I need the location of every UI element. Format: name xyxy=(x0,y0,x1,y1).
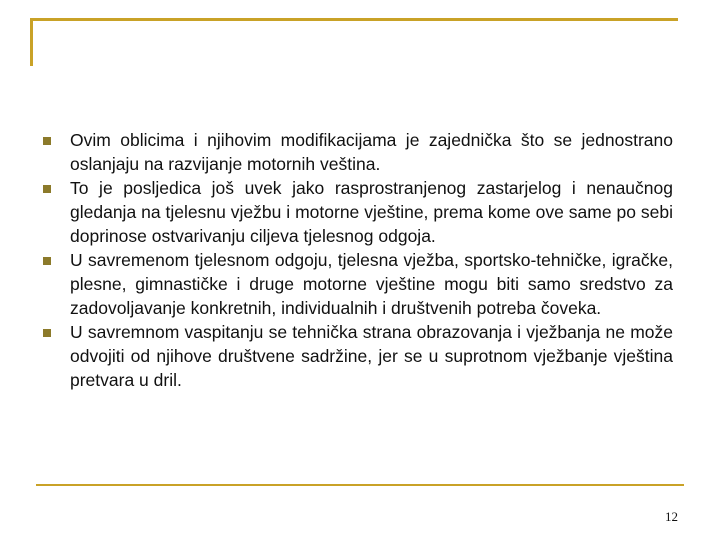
bullet-item xyxy=(43,128,673,176)
left-border-line xyxy=(30,18,33,66)
bullet-text: U savremnom vaspitanju se tehnička strana obrazovanja i vježbanja ne može odvojiti od njihove društvene sadržine, jer se u suprotnom vježbanje vještina pretvara u dril. xyxy=(70,322,673,390)
square-bullet-icon xyxy=(43,257,51,265)
bullet-text: To je posljedica još uvek jako rasprostranjenog zastarjelog i nenaučnog gledanja na tjelesnu vježbu i motorne vještine, prema kome ove same po sebi doprinose ostvarivanju ciljeva tjelesnog odgoja. xyxy=(70,178,673,246)
slide-body xyxy=(43,128,673,392)
square-bullet-icon xyxy=(43,185,51,193)
bottom-divider xyxy=(36,484,684,486)
bullet-item xyxy=(43,176,673,248)
square-bullet-icon xyxy=(43,137,51,145)
bullet-list xyxy=(43,128,673,392)
bullet-item xyxy=(43,320,673,392)
top-border-line xyxy=(30,18,678,21)
page-number: 12 xyxy=(665,509,678,524)
bullet-text: U savremenom tjelesnom odgoju, tjelesna vježba, sportsko-tehničke, igračke, plesne, gimnastičke i druge motorne vještine mogu biti samo sredstvo za zadovoljavanje konkretnih, individualnih i društvenih potreba čoveka. xyxy=(70,250,673,318)
bullet-text: Ovim oblicima i njihovim modifikacijama je zajednička što se jednostrano oslanjaju na razvijanje motornih veština. xyxy=(70,130,673,174)
square-bullet-icon xyxy=(43,329,51,337)
bullet-item xyxy=(43,248,673,320)
